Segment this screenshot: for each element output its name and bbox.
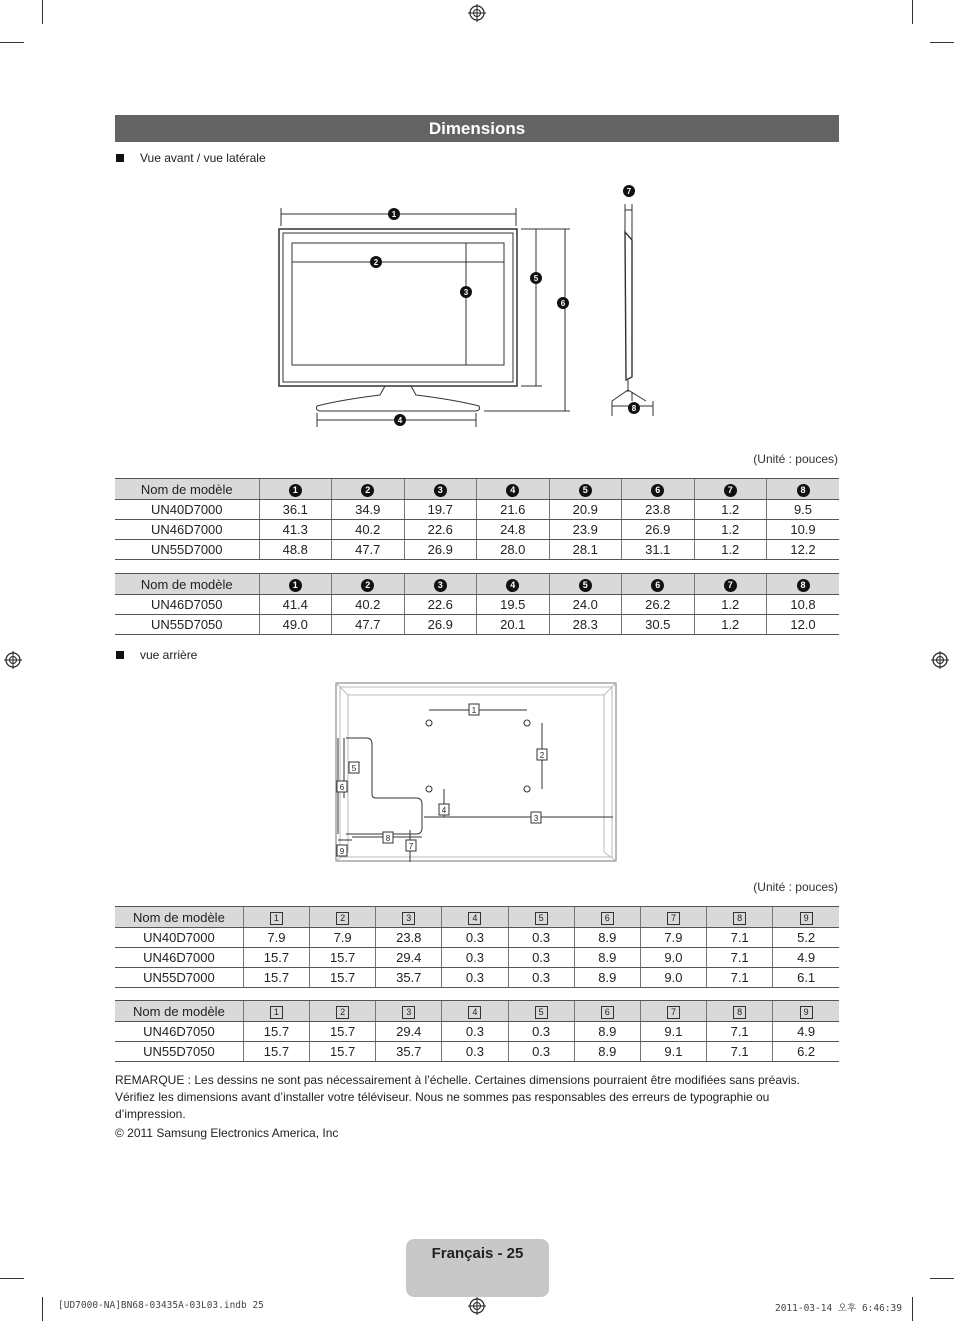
front-dimensions-table-a: Nom de modèle 1 2 3 4 5 6 7 8 UN40D7000 36.1 34.9 19.7 21.6 20.9 23.8 1.2 9.5 UN46D7000 41.3 40.2 22.6 24.8 23.9 26.9 1.2 10.9 UN55D7000 48.8 47.7 26.9 28.0 28.1 31.1 1.2 12.2 — [115, 478, 839, 560]
crop-mark — [42, 0, 43, 24]
crop-mark — [912, 0, 913, 24]
table-row: UN55D7000 48.8 47.7 26.9 28.0 28.1 31.1 1.2 12.2 — [115, 540, 839, 560]
callout-6: 6 — [339, 783, 345, 792]
rear-dimensions-table-b: Nom de modèle 1 2 3 4 5 6 7 8 9 UN46D7050 15.7 15.7 29.4 0.3 0.3 8.9 9.1 7.1 4.9 UN55D7050 15.7 15.7 35.7 0.3 0.3 8.9 9.1 7.1 6.2 — [115, 1000, 839, 1062]
crop-mark — [930, 1278, 954, 1279]
table-row: UN40D7000 36.1 34.9 19.7 21.6 20.9 23.8 1.2 9.5 — [115, 500, 839, 520]
registration-mark-icon — [468, 1297, 486, 1315]
section-label-front: Vue avant / vue latérale — [116, 151, 266, 165]
callout-7: 7 — [626, 187, 632, 196]
crop-mark — [912, 1297, 913, 1321]
registration-mark-icon — [4, 651, 22, 669]
callout-8: 8 — [385, 834, 391, 843]
copyright: © 2011 Samsung Electronics America, Inc — [115, 1126, 339, 1140]
callout-1: 1 — [471, 706, 477, 715]
callout-6: 6 — [560, 299, 566, 308]
front-side-diagram — [270, 180, 670, 430]
callout-2: 2 — [373, 258, 379, 267]
section-label-rear: vue arrière — [116, 648, 197, 662]
callout-5: 5 — [351, 764, 357, 773]
crop-mark — [930, 42, 954, 43]
column-header-model: Nom de modèle — [115, 907, 243, 928]
callout-3: 3 — [463, 288, 469, 297]
front-dimensions-table-b: Nom de modèle 1 2 3 4 5 6 7 8 UN46D7050 41.4 40.2 22.6 19.5 24.0 26.2 1.2 10.8 UN55D7050 49.0 47.7 26.9 20.1 28.3 30.5 1.2 12.0 — [115, 573, 839, 635]
callout-3: 3 — [533, 814, 539, 823]
callout-9: 9 — [339, 847, 345, 856]
table-row: UN55D7000 15.7 15.7 35.7 0.3 0.3 8.9 9.0 7.1 6.1 — [115, 968, 839, 988]
remark-label: REMARQUE — [115, 1073, 185, 1087]
footer-file-info: [UD7000-NA]BN68-03435A-03L03.indb 25 — [58, 1300, 264, 1311]
rear-view-diagram — [330, 680, 622, 864]
registration-mark-icon — [931, 651, 949, 669]
unit-label: (Unité : pouces) — [753, 452, 838, 466]
callout-5: 5 — [533, 274, 539, 283]
callout-2: 2 — [539, 751, 545, 760]
unit-label: (Unité : pouces) — [753, 880, 838, 894]
table-row: UN46D7050 41.4 40.2 22.6 19.5 24.0 26.2 1.2 10.8 — [115, 595, 839, 615]
crop-mark — [42, 1297, 43, 1321]
table-row: UN46D7000 15.7 15.7 29.4 0.3 0.3 8.9 9.0 7.1 4.9 — [115, 948, 839, 968]
crop-mark — [0, 1278, 24, 1279]
table-row: UN46D7050 15.7 15.7 29.4 0.3 0.3 8.9 9.1 7.1 4.9 — [115, 1022, 839, 1042]
remark-note — [115, 1072, 815, 1142]
callout-4: 4 — [441, 806, 447, 815]
callout-4: 4 — [397, 416, 403, 425]
column-header-model: Nom de modèle — [115, 479, 259, 500]
column-header-model: Nom de modèle — [115, 1001, 243, 1022]
table-row: UN40D7000 7.9 7.9 23.8 0.3 0.3 8.9 7.9 7.1 5.2 — [115, 928, 839, 948]
registration-mark-icon — [468, 4, 486, 22]
remark-text: : Les dessins ne sont pas nécessairement à l’échelle. Certaines dimensions pourraient être modifiées sans préavis. Vérifiez les dimensions avant d’installer votre téléviseur. Nous ne sommes pas responsables des erreurs de typographie ou d’impression. — [115, 1073, 800, 1121]
table-row: UN55D7050 49.0 47.7 26.9 20.1 28.3 30.5 1.2 12.0 — [115, 615, 839, 635]
crop-mark — [0, 42, 24, 43]
column-header-model: Nom de modèle — [115, 574, 259, 595]
footer-date: 2011-03-14 오후 6:46:39 — [774, 1303, 902, 1314]
table-row: UN55D7050 15.7 15.7 35.7 0.3 0.3 8.9 9.1 7.1 6.2 — [115, 1042, 839, 1062]
table-row: UN46D7000 41.3 40.2 22.6 24.8 23.9 26.9 1.2 10.9 — [115, 520, 839, 540]
page-title: Dimensions — [115, 115, 839, 142]
callout-7: 7 — [408, 842, 414, 851]
callout-8: 8 — [631, 404, 637, 413]
page-number: Français - 25 — [406, 1239, 549, 1297]
rear-dimensions-table-a: Nom de modèle 1 2 3 4 5 6 7 8 9 UN40D7000 7.9 7.9 23.8 0.3 0.3 8.9 7.9 7.1 5.2 UN46D7000 15.7 15.7 29.4 0.3 0.3 8.9 9.0 7.1 4.9 UN55D7000 15.7 15.7 35.7 0.3 0.3 8.9 9.0 7.1 6.1 — [115, 906, 839, 988]
callout-1: 1 — [391, 210, 397, 219]
